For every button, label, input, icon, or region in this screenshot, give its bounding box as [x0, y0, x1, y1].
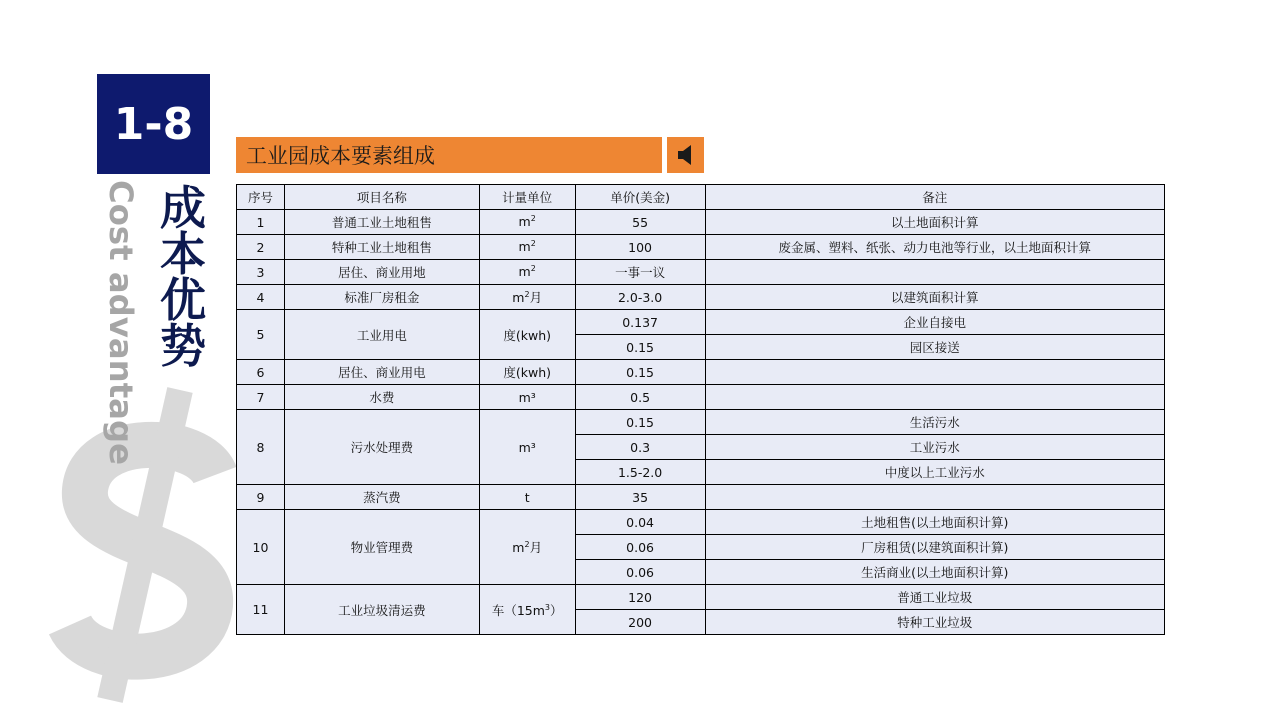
cell-price: 55	[575, 210, 705, 235]
unit-sup: 2	[530, 264, 536, 274]
column-header: 项目名称	[284, 185, 479, 210]
cell-name: 蒸汽费	[284, 485, 479, 510]
cell-name: 物业管理费	[284, 510, 479, 585]
cell-price: 0.15	[575, 335, 705, 360]
unit-text: m	[518, 264, 531, 280]
cell-price: 0.15	[575, 360, 705, 385]
cell-note: 企业自接电	[705, 310, 1164, 335]
cell-name: 工业用电	[284, 310, 479, 360]
cell-unit	[479, 585, 575, 635]
unit-suffix: ）	[550, 602, 563, 618]
cell-unit: t	[479, 485, 575, 510]
cell-name: 特种工业土地租售	[284, 235, 479, 260]
speaker-button[interactable]	[667, 137, 704, 173]
cell-name: 水费	[284, 385, 479, 410]
unit-text: m	[518, 214, 531, 230]
cell-note	[705, 260, 1164, 285]
unit-text: m	[512, 290, 525, 305]
unit-sup: 2	[524, 539, 530, 549]
cell-name: 标准厂房租金	[284, 285, 479, 310]
cell-note: 生活商业(以土地面积计算)	[705, 560, 1164, 585]
cell-price: 100	[575, 235, 705, 260]
table-row	[237, 285, 1165, 310]
cell-note: 普通工业垃圾	[705, 585, 1164, 610]
cell-note	[705, 385, 1164, 410]
speaker-icon	[677, 145, 695, 165]
section-title-char: 优	[160, 273, 206, 327]
cell-unit: 度(kwh)	[479, 310, 575, 360]
table-header-row	[237, 185, 1165, 210]
cell-no: 9	[237, 485, 285, 510]
cell-note: 特种工业垃圾	[705, 610, 1164, 635]
unit-sup: 2	[524, 289, 530, 299]
table-row	[237, 360, 1165, 385]
cell-unit: m³	[479, 410, 575, 485]
cell-note: 生活污水	[705, 410, 1164, 435]
cell-note: 废金属、塑料、纸张、动力电池等行业，以土地面积计算	[705, 235, 1164, 260]
cell-price: 200	[575, 610, 705, 635]
cell-no: 11	[237, 585, 285, 635]
cell-unit	[479, 285, 575, 310]
unit-sup: 2	[530, 239, 536, 249]
cell-note: 土地租售(以土地面积计算)	[705, 510, 1164, 535]
cell-unit	[479, 210, 575, 235]
section-subtitle-text: Cost advantage	[102, 180, 140, 463]
cell-price: 0.15	[575, 410, 705, 435]
section-number-badge: 1-8	[97, 74, 210, 174]
unit-suffix: 月	[529, 540, 543, 555]
cell-price: 一事一议	[575, 260, 705, 285]
column-header: 序号	[237, 185, 285, 210]
cell-unit: 度(kwh)	[479, 360, 575, 385]
cell-no: 10	[237, 510, 285, 585]
cell-name: 普通工业土地租售	[284, 210, 479, 235]
table-row	[237, 210, 1165, 235]
cell-price: 1.5-2.0	[575, 460, 705, 485]
cell-note: 园区接送	[705, 335, 1164, 360]
table-row	[237, 485, 1165, 510]
cell-price: 0.137	[575, 310, 705, 335]
cell-price: 0.3	[575, 435, 705, 460]
section-title-char: 本	[160, 227, 206, 281]
cell-unit	[479, 235, 575, 260]
cell-price: 35	[575, 485, 705, 510]
header-title: 工业园成本要素组成	[246, 144, 435, 168]
cell-no: 3	[237, 260, 285, 285]
unit-text: 车（15m	[491, 602, 545, 618]
cell-note: 以建筑面积计算	[705, 285, 1164, 310]
cell-note: 以土地面积计算	[705, 210, 1164, 235]
cell-name: 居住、商业用地	[284, 260, 479, 285]
unit-text: m	[512, 540, 525, 555]
cell-unit	[479, 260, 575, 285]
table-row	[237, 510, 1165, 535]
section-title-char: 成	[160, 181, 206, 235]
cell-name: 工业垃圾清运费	[284, 585, 479, 635]
cell-no: 8	[237, 410, 285, 485]
cell-note: 工业污水	[705, 435, 1164, 460]
section-title-char: 势	[160, 319, 206, 373]
unit-sup: 2	[530, 214, 536, 224]
cost-table	[236, 184, 1165, 635]
cell-price: 0.04	[575, 510, 705, 535]
section-subtitle	[100, 180, 140, 470]
cell-price: 0.06	[575, 535, 705, 560]
cell-name: 污水处理费	[284, 410, 479, 485]
section-title	[160, 181, 210, 373]
table-row	[237, 585, 1165, 610]
table-row	[237, 260, 1165, 285]
cell-unit	[479, 510, 575, 585]
cell-unit: m³	[479, 385, 575, 410]
cell-name: 居住、商业用电	[284, 360, 479, 385]
cell-note: 中度以上工业污水	[705, 460, 1164, 485]
cell-price: 2.0-3.0	[575, 285, 705, 310]
cell-no: 1	[237, 210, 285, 235]
cell-no: 6	[237, 360, 285, 385]
dollar-sign-icon	[30, 380, 260, 710]
table-row	[237, 385, 1165, 410]
column-header: 单价(美金)	[575, 185, 705, 210]
table-row	[237, 410, 1165, 435]
cell-no: 2	[237, 235, 285, 260]
cell-no: 7	[237, 385, 285, 410]
cell-price: 120	[575, 585, 705, 610]
table-row	[237, 235, 1165, 260]
cell-price: 0.06	[575, 560, 705, 585]
cell-note: 厂房租赁(以建筑面积计算)	[705, 535, 1164, 560]
unit-sup: 3	[544, 602, 551, 612]
cell-no: 4	[237, 285, 285, 310]
unit-suffix: 月	[529, 290, 543, 305]
unit-text: m	[518, 239, 531, 255]
section-header-bar	[236, 137, 662, 173]
table-row	[237, 310, 1165, 335]
column-header: 计量单位	[479, 185, 575, 210]
cell-note	[705, 360, 1164, 385]
cell-no: 5	[237, 310, 285, 360]
cell-note	[705, 485, 1164, 510]
cell-price: 0.5	[575, 385, 705, 410]
column-header: 备注	[705, 185, 1164, 210]
